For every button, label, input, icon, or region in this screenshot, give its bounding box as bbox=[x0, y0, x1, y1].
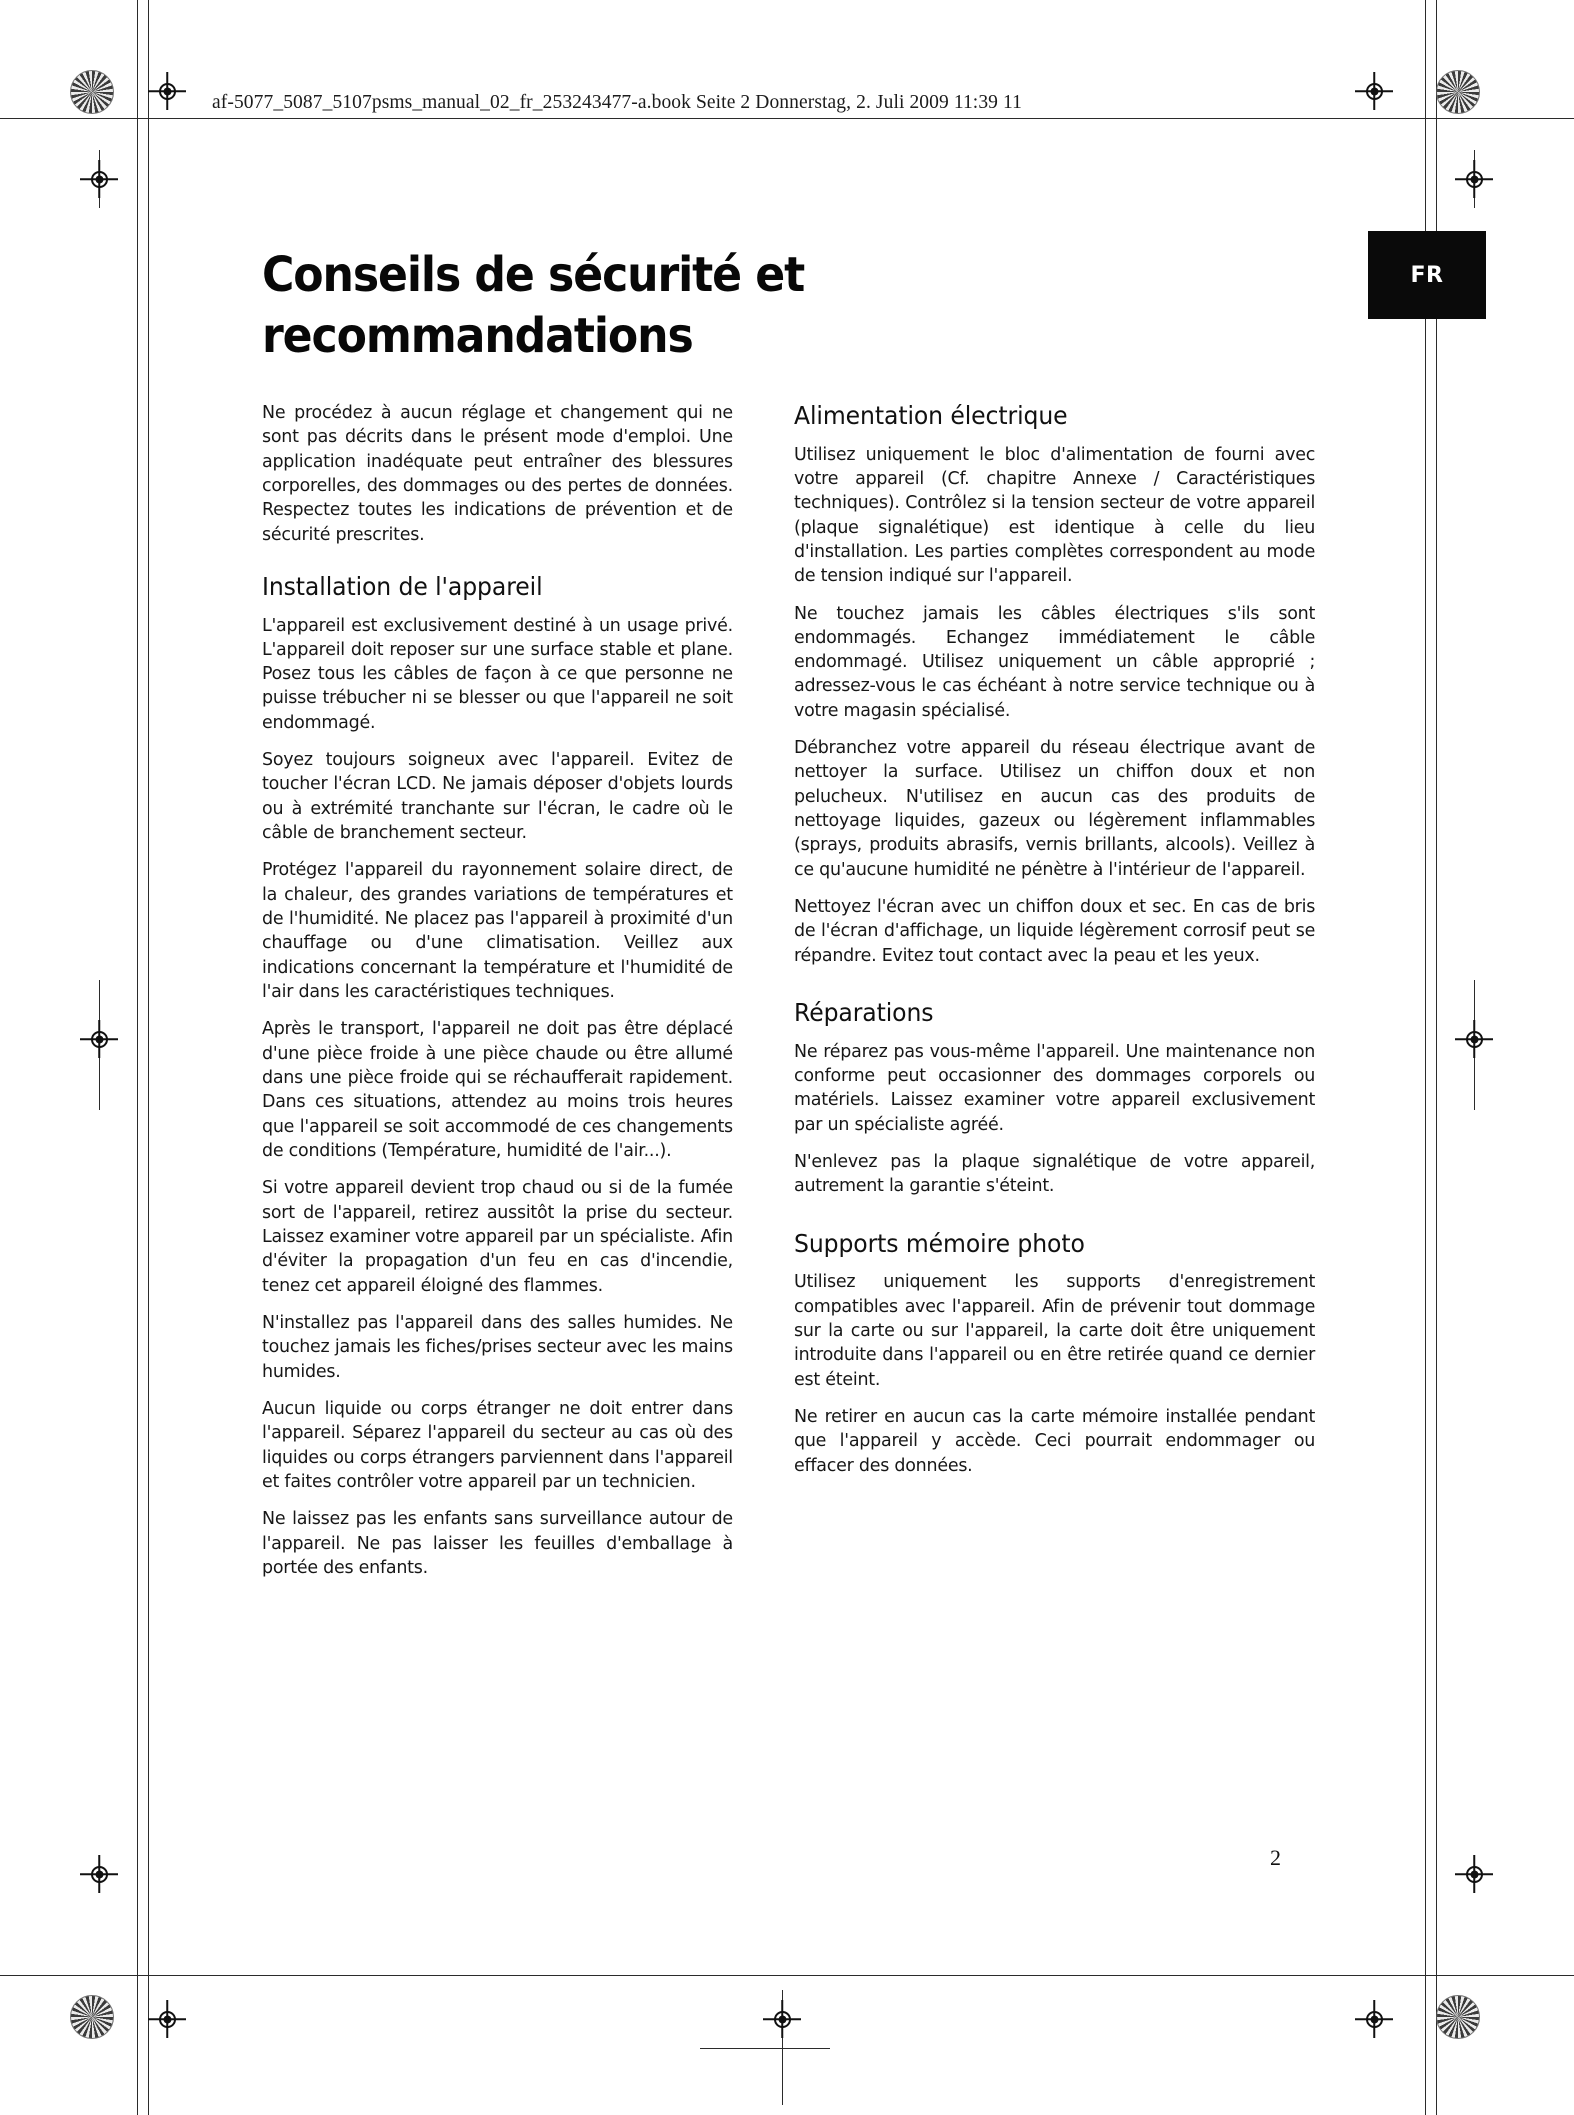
book-file-header: af-5077_5087_5107psms_manual_02_fr_253243477-a.book Seite 2 Donnerstag, 2. Juli 2009 11:39 11 bbox=[212, 92, 1022, 113]
registration-mark-right-middle bbox=[1455, 1020, 1493, 1058]
registration-mark-left-upper bbox=[80, 160, 118, 198]
registration-mark-top-left bbox=[148, 72, 186, 110]
paragraph: Ne retirer en aucun cas la carte mémoire installée pendant que l'appareil y accède. Ceci pourrait endommager ou effacer des données. bbox=[794, 1405, 1316, 1476]
paragraph: Utilisez uniquement le bloc d'alimentation de fourni avec votre appareil (Cf. chapitre Annexe / Caractéristiques techniques). Contrôlez si la tension secteur de votre appareil (plaque signalétique) est identique à celle du lieu d'installation. Les parties complètes correspondent au mode de tension indiqué sur l'appareil. bbox=[794, 443, 1316, 587]
paragraph: Ne réparez pas vous-même l'appareil. Une maintenance non conforme peut occasionner des dommages corporels ou matériels. Laissez examiner votre appareil exclusivement par un spécialiste agréé. bbox=[794, 1040, 1316, 1135]
paragraph: Après le transport, l'appareil ne doit pas être déplacé d'une pièce froide à une pièce chaude ou être allumé dans une pièce froide qui se réchaufferait rapidement. Dans ces situations, attendez au moins trois heures que l'appareil se soit accommodé de ces changements de conditions (Température, humidité de l'air...). bbox=[262, 1018, 733, 1162]
fold-tick-bottom-center bbox=[700, 2048, 830, 2049]
registration-mark-left-middle bbox=[80, 1020, 118, 1058]
paragraph: Aucun liquide ou corps étranger ne doit entrer dans l'appareil. Séparez l'appareil du secteur au cas où des liquides ou corps étrangers parviennent dans l'appareil et faites contrôler votre appareil par un technicien. bbox=[262, 1398, 733, 1492]
paragraph: L'appareil est exclusivement destiné à un usage privé. L'appareil doit reposer sur une surface stable et plane. Posez tous les câbles de façon à ce que personne ne puisse trébucher ni se blesser ou que l'appareil ne soit endommagé. bbox=[262, 614, 733, 733]
registration-mark-bottom-right bbox=[1355, 2000, 1393, 2038]
halftone-wedge-bottom-right bbox=[1436, 1995, 1480, 2039]
page-content bbox=[262, 245, 1382, 1580]
registration-mark-bottom-center bbox=[763, 2000, 801, 2038]
crop-line-top bbox=[0, 118, 1574, 119]
paragraph: Débranchez votre appareil du réseau électrique avant de nettoyer la surface. Utilisez un chiffon doux et non pelucheux. N'utilisez en aucun cas des produits de nettoyage liquides, gazeux ou légèrement inflammables (sprays, produits abrasifs, vernis brillants, alcools). Veillez à ce qu'aucune humidité ne pénètre à l'intérieur de l'appareil. bbox=[794, 737, 1316, 880]
crop-line-left-inner bbox=[148, 0, 149, 2115]
registration-mark-top-right bbox=[1355, 72, 1393, 110]
paragraph: Utilisez uniquement les supports d'enregistrement compatibles avec l'appareil. Afin de prévenir tout dommage sur la carte ou sur l'appareil, la carte doit être uniquement introduite dans l'appareil ou en être retirée quand ce dernier est éteint. bbox=[794, 1271, 1316, 1390]
language-badge: FR bbox=[1368, 231, 1486, 319]
paragraph: Ne touchez jamais les câbles électriques s'ils sont endommagés. Echangez immédiatement le câble endommagé. Utilisez uniquement un câble approprié ; adressez-vous le cas échéant à notre service technique ou à votre magasin spécialisé. bbox=[794, 602, 1316, 721]
paragraph: Soyez toujours soigneux avec l'appareil. Evitez de toucher l'écran LCD. Ne jamais déposer d'objets lourds ou à extrémité tranchante sur l'écran, le cadre où le câble de branchement secteur. bbox=[262, 749, 733, 844]
halftone-wedge-bottom-left bbox=[70, 1995, 114, 2039]
intro-paragraph: Ne procédez à aucun réglage et changement qui ne sont pas décrits dans le présent mode d'emploi. Une application inadéquate peut entraîner des blessures corporelles, des dommages ou des pertes de données. Respectez toutes les indications de prévention et de sécurité prescrites. bbox=[262, 401, 733, 545]
left-column bbox=[262, 401, 750, 1580]
paragraph: N'installez pas l'appareil dans des salles humides. Ne touchez jamais les fiches/prises secteur avec les mains humides. bbox=[262, 1312, 733, 1382]
section-heading-alimentation: Alimentation électrique bbox=[794, 400, 1068, 430]
registration-mark-bottom-left bbox=[148, 2000, 186, 2038]
paragraph: Nettoyez l'écran avec un chiffon doux et sec. En cas de bris de l'écran d'affichage, un liquide légèrement corrosif peut se répandre. Evitez tout contact avec la peau et les yeux. bbox=[794, 896, 1316, 966]
registration-mark-left-lower bbox=[80, 1855, 118, 1893]
paragraph: N'enlevez pas la plaque signalétique de votre appareil, autrement la garantie s'éteint. bbox=[794, 1151, 1316, 1197]
two-column-layout bbox=[262, 401, 1382, 1580]
paragraph: Si votre appareil devient trop chaud ou si de la fumée sort de l'appareil, retirez aussitôt la prise du secteur. Laissez examiner votre appareil par un spécialiste. Afin d'éviter la propagation d'un feu en cas d'incendie, tenez cet appareil éloigné des flammes. bbox=[262, 1177, 733, 1296]
paragraph: Ne laissez pas les enfants sans surveillance autour de l'appareil. Ne pas laisser les feuilles d'emballage à portée des enfants. bbox=[262, 1508, 733, 1578]
registration-mark-right-upper bbox=[1455, 160, 1493, 198]
crop-line-left bbox=[137, 0, 138, 2115]
page-number: 2 bbox=[1270, 1845, 1281, 1870]
page-title: Conseils de sécurité et recommandations bbox=[262, 247, 805, 364]
halftone-wedge-top-right bbox=[1436, 70, 1480, 114]
crop-line-bottom bbox=[0, 1975, 1574, 1976]
halftone-wedge-top-left bbox=[70, 70, 114, 114]
section-heading-installation: Installation de l'appareil bbox=[262, 571, 543, 601]
right-column bbox=[794, 401, 1334, 1478]
section-heading-reparations: Réparations bbox=[794, 998, 934, 1028]
section-heading-supports-memoire: Supports mémoire photo bbox=[794, 1228, 1085, 1258]
registration-mark-right-lower bbox=[1455, 1855, 1493, 1893]
paragraph: Protégez l'appareil du rayonnement solaire direct, de la chaleur, des grandes variations de températures et de l'humidité. Ne placez pas l'appareil à proximité d'un chauffage ou d'une climatisation. Veillez aux indications concernant la température et l'humidité de l'air dans les caractéristiques techniques. bbox=[262, 859, 733, 1003]
